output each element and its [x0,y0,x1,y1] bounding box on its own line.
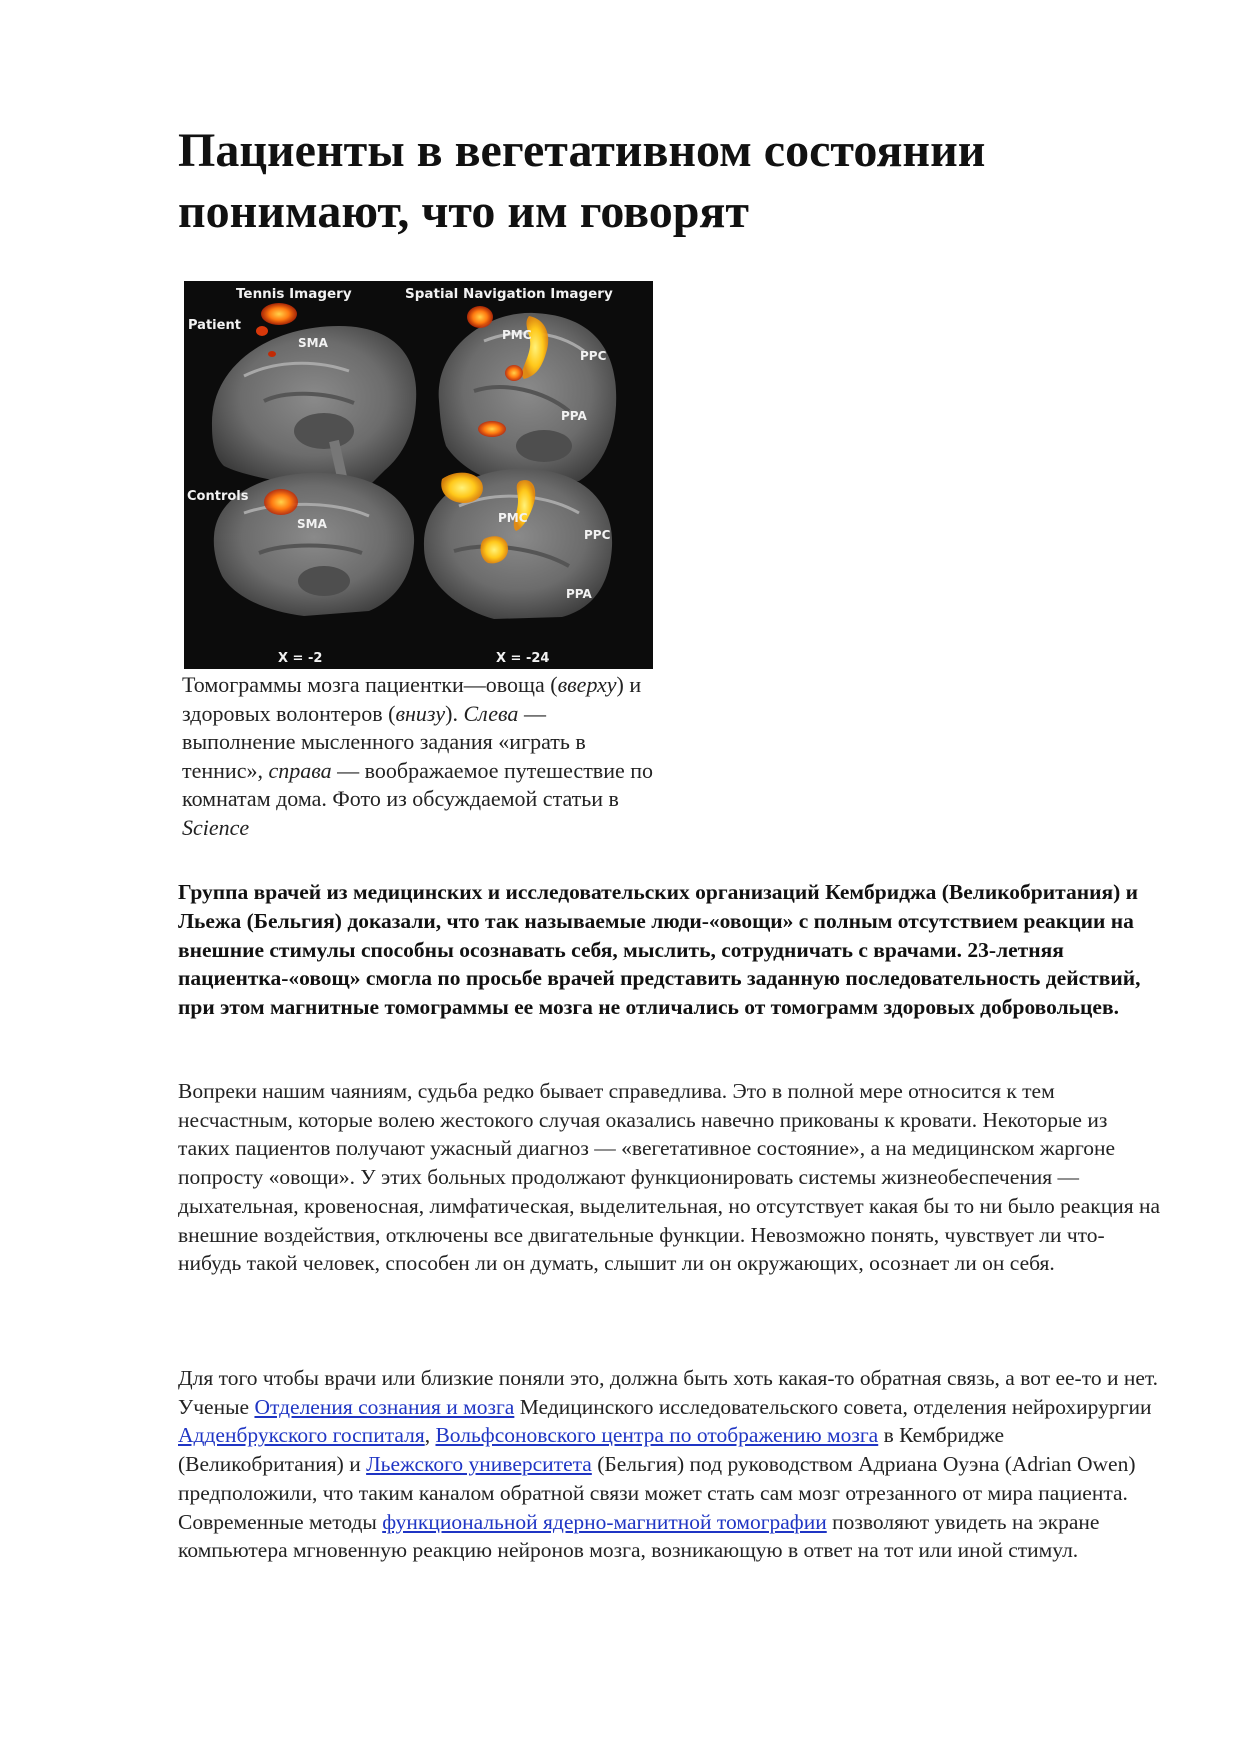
label-ppc-top: PPC [580,349,607,363]
label-x-left: X = -2 [278,651,323,666]
body-paragraph-2: Для того чтобы врачи или близкие поняли это, должна быть хоть какая-то обратная связь, а вот ее-то и нет. Ученые Отделения сознания и мозга Медицинского исследовательского совета, отделения нейрохирургии Адденбрукского госпиталя, Вольфсоновского центра по отображению мозга в Кембридже (Великобритания) и Льежского университета (Бельгия) под руководством Адриана Оуэна (Adrian Owen) предположили, что таким каналом обратной связи может стать сам мозг отрезанного от мира пациента. Современные методы функциональной ядерно-магнитной томографии позволяют увидеть на экране компьютера мгновенную реакцию нейронов мозга, возникающую в ответ на тот или иной стимул. [178,1366,1159,1563]
link-functional-mri[interactable]: функциональной ядерно-магнитной томографии [382,1509,827,1534]
label-sma-top: SMA [298,336,328,350]
link-mind-brain-unit[interactable]: Отделения сознания и мозга [254,1394,515,1419]
brain-scan-figure [184,281,653,669]
activation-sma-controls [264,489,298,515]
label-pmc-bottom: PMC [498,511,528,525]
label-ppc-bottom: PPC [584,528,611,542]
activation-ppa-patient-low [478,421,506,437]
activation-spot-patient-small [256,326,268,336]
figure-caption: Томограммы мозга пациентки—овоща (вверху) и здоровых волонтеров (внизу). Слева — выполнение мысленного задания «играть в теннис», справа — воображаемое путешествие по комнатам дома. Фото из обсуждаемой статьи в Science [182,672,654,840]
activation-sma-patient [261,303,297,325]
label-controls: Controls [187,489,249,504]
body-paragraph-1: Вопреки нашим чаяниям, судьба редко бывает справедлива. Это в полной мере относится к тем несчастным, которые волею жестокого случая оказались навечно прикованы к кровати. Некоторые из таких пациентов получают ужасный диагноз — «вегетативное состояние», а на медицинском жаргоне попросту «овощи». У этих больных продолжают функционировать системы жизнеобеспечения — дыхательная, кровеносная, лимфатическая, выделительная, но отсутствует какая бы то ни было реакция на внешние воздействия, отключены все двигательные функции. Невозможно понять, чувствует ли что-нибудь такой человек, способен ли он думать, слышит ли он окружающих, осознает ли он себя. [178,1079,1161,1276]
link-wolfson-brain-imaging-centre[interactable]: Вольфсоновского центра по отображению мозга [435,1423,879,1448]
activation-ppa-patient [505,365,523,381]
lead-paragraph: Группа врачей из медицинских и исследовательских организаций Кембриджа (Великобритания) и Льежа (Бельгия) доказали, что так называемые люди-«овощи» с полным отсутствием реакции на внешние стимулы способны осознавать себя, мыслить, сотрудничать с врачами. 23-летняя пациентка-«овощ» смогла по просьбе врачей представить заданную последовательность действий, при этом магнитные томограммы ее мозга не отличались от томограмм здоровых добровольцев. [178,880,1141,1020]
article-title: Пациенты в вегетативном состоянии понимают, что им говорят [178,124,986,238]
activation-pmc-patient [467,306,493,328]
label-ppa-bottom: PPA [566,587,592,601]
label-tennis-imagery: Tennis Imagery [236,286,352,302]
link-university-of-liege[interactable]: Льежского университета [366,1452,592,1477]
link-addenbrookes-hospital[interactable]: Адденбрукского госпиталя [178,1423,425,1448]
label-spatial-navigation: Spatial Navigation Imagery [405,286,613,302]
label-pmc-top: PMC [502,328,532,342]
label-sma-bottom: SMA [297,517,327,531]
label-x-right: X = -24 [496,651,550,666]
label-patient: Patient [188,318,241,333]
label-ppa-top: PPA [561,409,587,423]
activation-spot-patient-tiny [268,351,276,357]
